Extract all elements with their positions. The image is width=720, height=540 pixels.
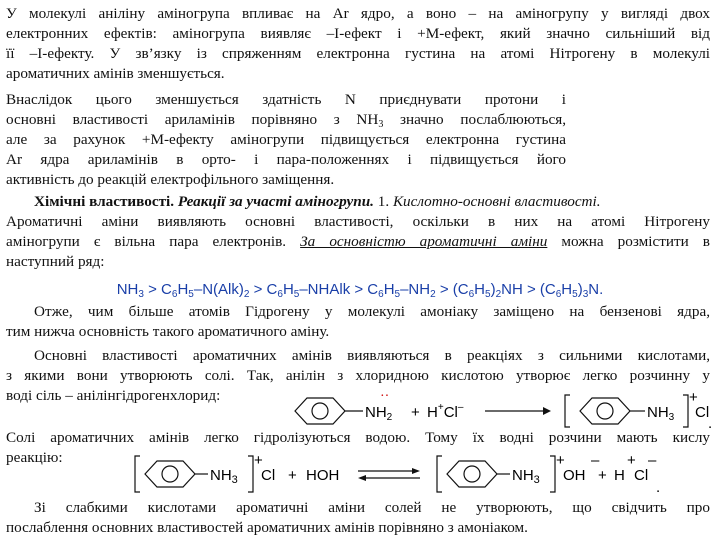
- hydrolysis-line-1: Солі ароматичних амінів легко гідролізуються водою. Тому їх водні розчини мають кислу: [6, 429, 710, 446]
- consequence-line-5: активність до реакцій електрофільного заміщення.: [6, 171, 335, 188]
- salts-line-3: воді сіль – анілінгідрогенхлорид:: [6, 387, 221, 404]
- hydrogen-line-2: тим нижча основність такого ароматичного аміну.: [6, 323, 330, 340]
- weak-line-2: послаблення основних властивостей ароматичних амінів порівняно з амоніаком.: [6, 519, 528, 536]
- subsection-title: Кислотно-основні властивості.: [392, 193, 601, 210]
- svg-text:+: +: [411, 404, 420, 421]
- benzene-ring-icon: [295, 398, 345, 424]
- hydrogen-line-1: Отже, чим більше атомів Гідрогену у молекулі амоніаку заміщено на бензенові ядра,: [34, 303, 710, 320]
- svg-text:Cl: Cl: [634, 467, 649, 484]
- svg-text:+: +: [254, 452, 263, 469]
- intro-paragraph: [6, 4, 710, 84]
- intro-line-1: У молекулі аніліну аміногрупа впливає на Ar ядро, а воно – на аміногрупу у вигляді двох: [6, 5, 710, 22]
- svg-text:OH: OH: [563, 467, 586, 484]
- svg-text:–: –: [591, 452, 600, 469]
- aniline-hcl-reaction: [285, 390, 715, 432]
- svg-text:.: .: [656, 479, 661, 496]
- chemical-heading-line: Хімічні властивості. Реакції за участі аміногрупи. 1. Кислотно-основні властивості.: [34, 193, 601, 210]
- weak-acids-paragraph: [6, 498, 710, 538]
- benzene-ring-icon: [580, 398, 630, 424]
- svg-text:+: +: [598, 467, 607, 484]
- consequence-line-1: Внаслідок цього зменшується здатність N приєднувати протони і: [6, 91, 566, 108]
- salts-line-1: Основні властивості ароматичних амінів виявляються в реакціях з сильними кислотами,: [34, 347, 710, 364]
- section-heading: Хімічні властивості.: [34, 193, 175, 210]
- svg-text:··: ··: [380, 390, 390, 404]
- consequence-paragraph: [6, 90, 566, 190]
- svg-text:+: +: [288, 467, 297, 484]
- amino-group-label: $NH_2$: [365, 404, 393, 423]
- svg-text:–: –: [648, 452, 657, 469]
- svg-text:H: H: [614, 467, 625, 484]
- intro-line-4: ароматичних амінів зменшується.: [6, 65, 225, 82]
- benzene-ring-icon: [145, 461, 195, 487]
- svg-text:.: .: [708, 415, 713, 432]
- chemical-line-3: аміногрупи є вільна пара електронів. За основністю ароматичні аміни можна розмістити в: [6, 233, 710, 250]
- chemical-line-2: Ароматичні аміни виявляють основні властивості, оскільки в них на атомі Нітрогену: [6, 213, 710, 230]
- basicity-series-formula: $NH_3 > C_6H_5-N(Alk)_2$ > $C_6H_5$–NHAlk > $C_6H_5-NH_2 > (C_6H_5)_2NH > (C_6H_5)_3N$.: [116, 281, 604, 300]
- svg-text:NH3: $NH_3$: [210, 467, 238, 486]
- salts-line-2: з якими вони утворюють солі. Так, анілін з хлоридною кислотою утворює легко розчинну у: [6, 367, 710, 384]
- section-subheading: Реакції за участі аміногрупи.: [177, 193, 374, 210]
- chemical-line-4: наступний ряд:: [6, 253, 105, 270]
- chemical-properties-paragraph: [6, 192, 710, 272]
- intro-line-3: її –I-ефекту. У зв’язку із спряженням електронна густина на атомі Нітрогену в молекулі: [6, 45, 710, 62]
- svg-text:+: +: [627, 452, 636, 469]
- consequence-line-3: але за рахунок +M-ефекту аміногрупи підвищується електронна густина: [6, 131, 566, 148]
- ammonium-label: $NH_3$: [647, 404, 675, 423]
- svg-text:NH3: $NH_3$: [512, 467, 540, 486]
- water-label: HOH: [306, 467, 340, 484]
- hydrolysis-reaction: [130, 452, 720, 496]
- svg-text:Cl: Cl: [261, 467, 276, 484]
- svg-text:+: +: [689, 390, 698, 406]
- weak-line-1: Зі слабкими кислотами ароматичні аміни солей не утворюють, що свідчить про: [34, 499, 710, 516]
- consequence-line-4: Ar ядра ариламінів в орто- і пара-положеннях і підвищується його: [6, 151, 566, 168]
- hydrolysis-line-2: реакцію:: [6, 449, 63, 466]
- chloride-label: Cl: [695, 404, 710, 421]
- svg-text:+: +: [556, 452, 565, 469]
- consequence-line-2: основні властивості ариламінів порівняно з $NH_3$ значно послаблюються,: [6, 111, 566, 130]
- hydrogen-paragraph: [6, 302, 710, 342]
- hcl-label: H+Cl–: [427, 402, 464, 421]
- intro-line-2: електронних ефектів: аміногрупа виявляє –I-ефект і +M-ефект, який значно сильніший від: [6, 25, 710, 42]
- benzene-ring-icon: [447, 461, 497, 487]
